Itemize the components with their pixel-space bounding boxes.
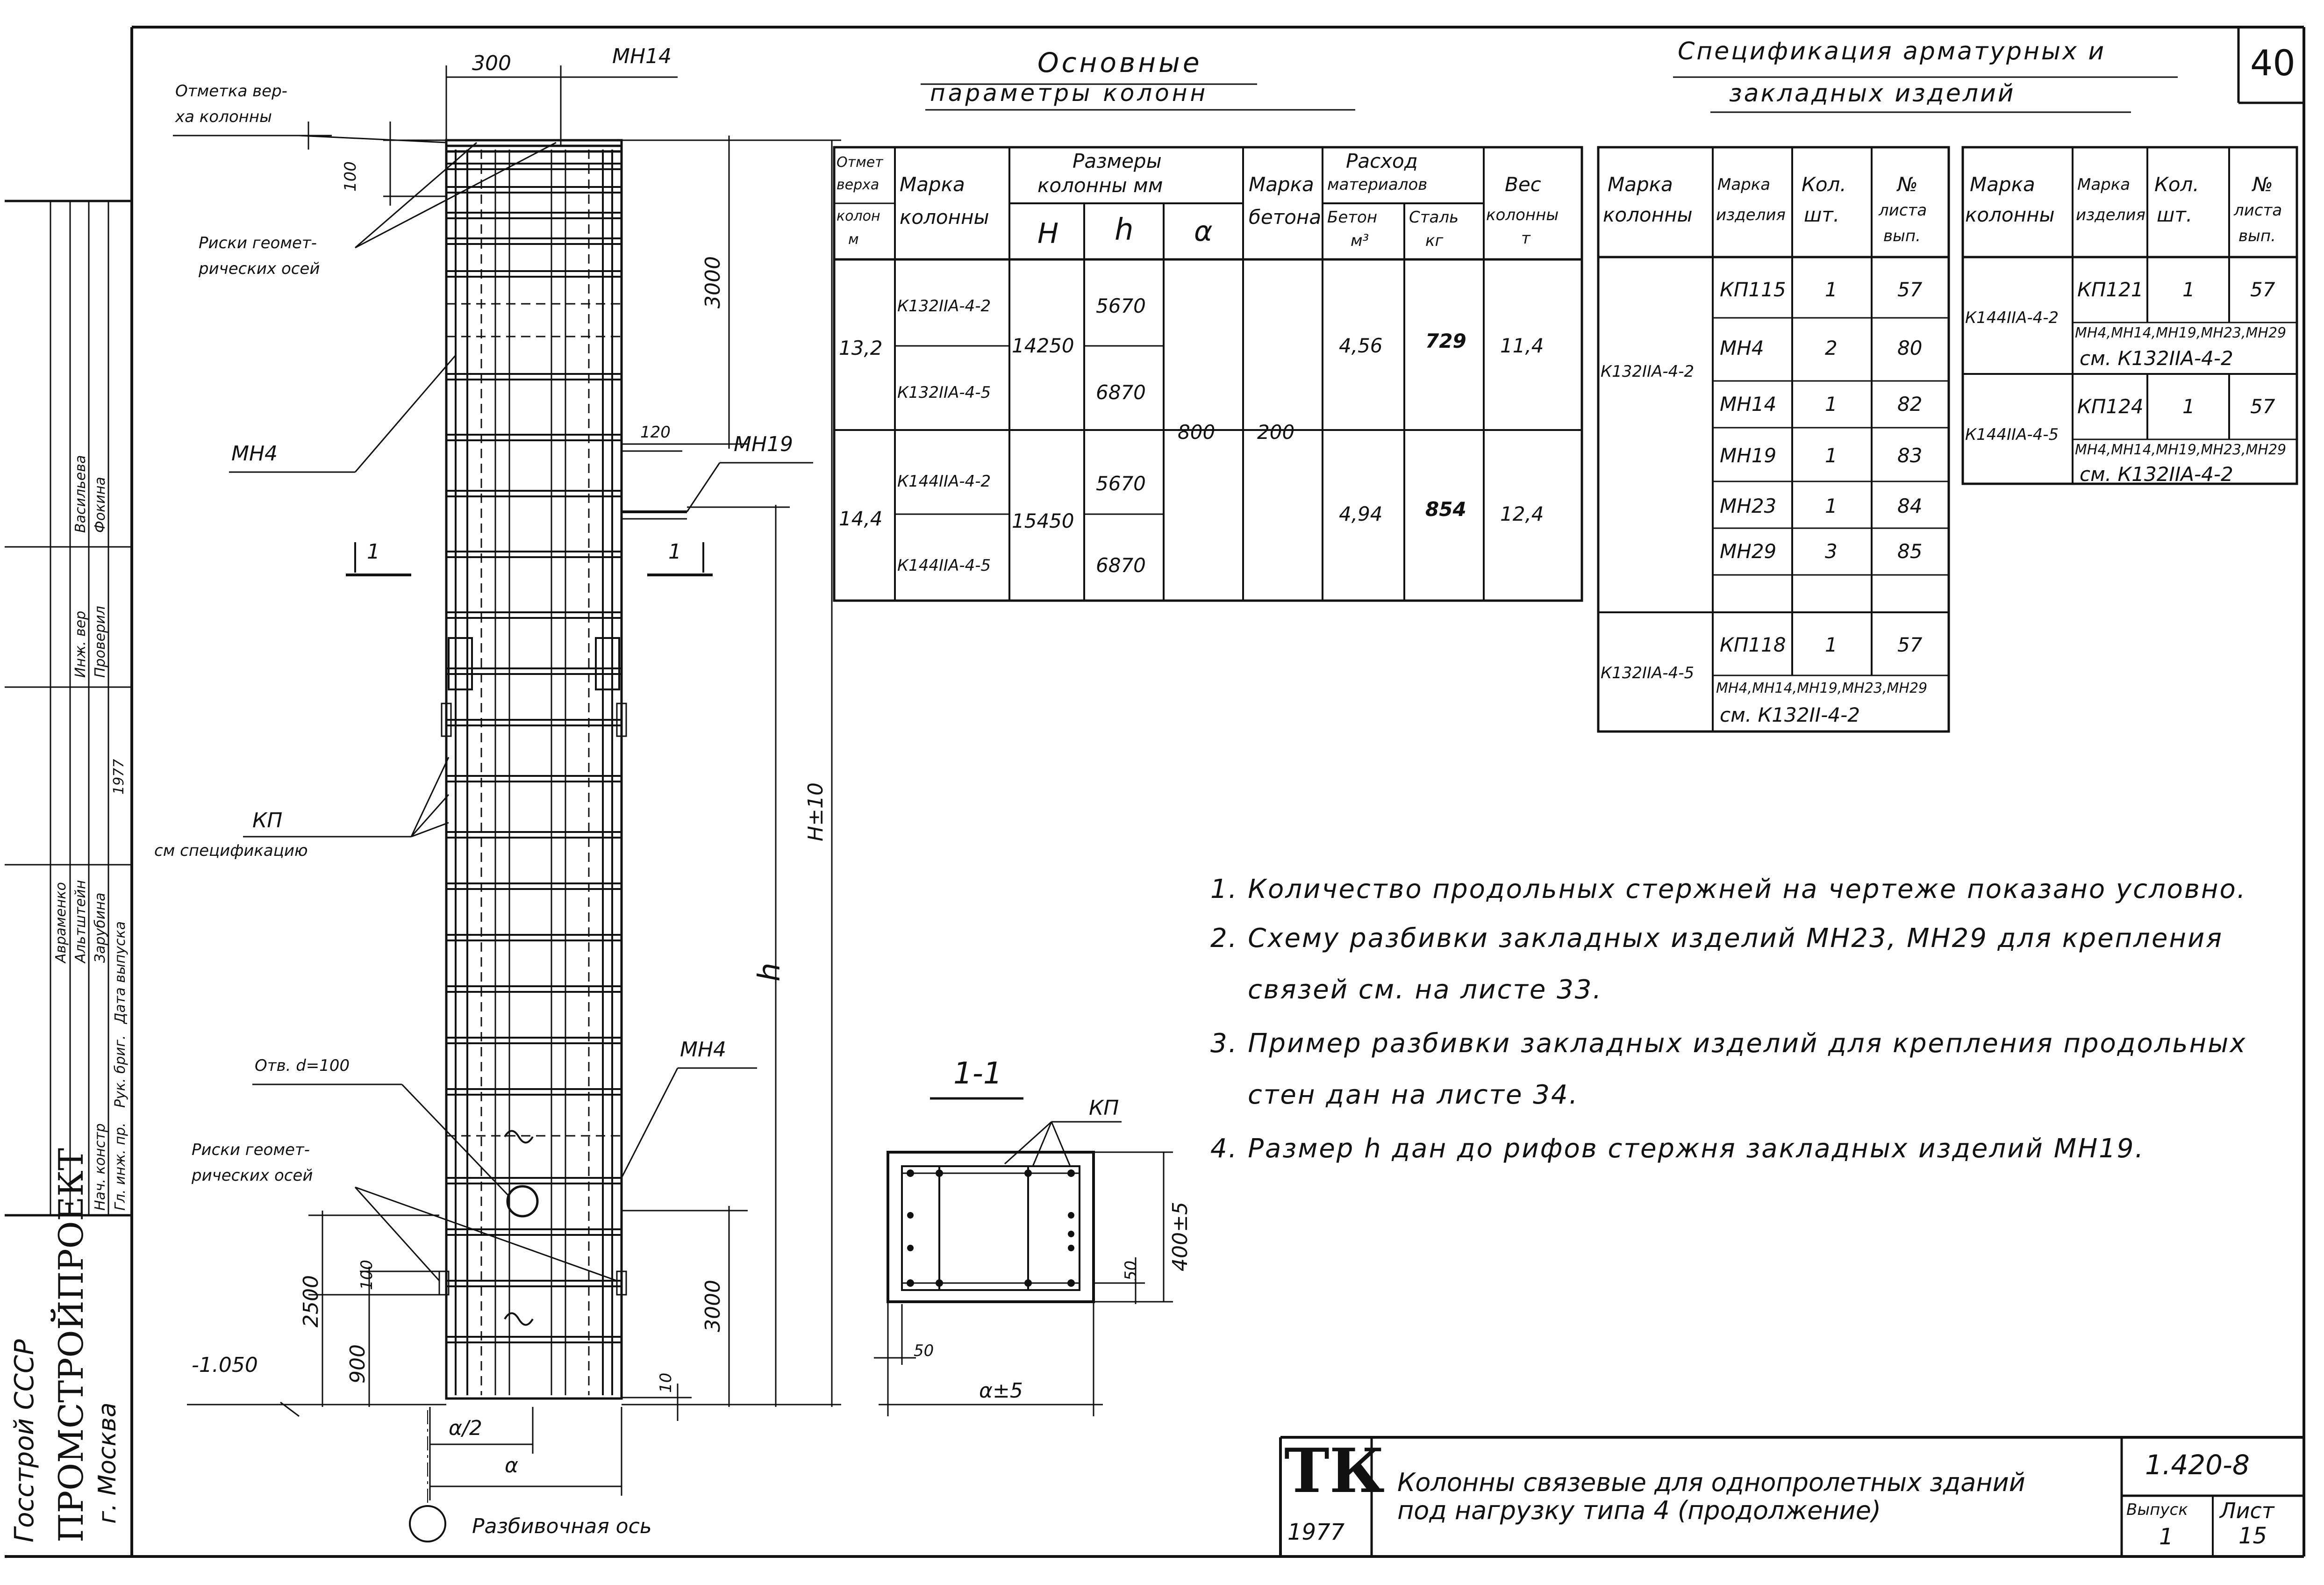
label-mn19: МН19 — [734, 432, 794, 456]
note-3: 3. Пример разбивки закладных изделий для крепления продольных — [1210, 1028, 2247, 1059]
spec-left-row-qty: 2 — [1825, 337, 1838, 359]
spec-left-row-item: МН29 — [1720, 540, 1777, 563]
org-promstroyproekt: ПРОМСТРОЙПРОЕКТ — [51, 1148, 91, 1542]
spec-left-row-item: МН4 — [1720, 337, 1764, 359]
spec-left-row-item: МН14 — [1720, 393, 1777, 416]
dim-100-bottom: 100 — [358, 1260, 376, 1290]
params-g2-level: 14,4 — [839, 507, 883, 530]
params-g2-H: 15450 — [1012, 509, 1074, 532]
section-title: 1-1 — [953, 1056, 1002, 1091]
spec-left-h-qty-2: шт. — [1804, 203, 1840, 226]
params-g1-h-a: 5670 — [1096, 294, 1146, 317]
dim-100-top: 100 — [341, 161, 360, 192]
spec-right-a-note-2: см. К132IIА-4-2 — [2080, 347, 2233, 370]
label-hole: Отв. d=100 — [255, 1056, 350, 1075]
params-h-level-4: м — [848, 231, 859, 248]
label-axes-bottom-2: рических осей — [192, 1166, 313, 1185]
section-dim-a: α±5 — [979, 1379, 1023, 1403]
spec-right-h-item-1: Марка — [2077, 175, 2131, 194]
params-h-h: h — [1115, 213, 1134, 247]
spec-right-h-sheet-3: вып. — [2238, 227, 2276, 245]
spec-right-h-col-2: колонны — [1965, 203, 2055, 226]
spec-right-a-note-1: МН4,МН14,МН19,МН23,МН29 — [2075, 325, 2287, 341]
issue-label: Выпуск — [2126, 1500, 2188, 1519]
spec-right-h-sheet-1: № — [2252, 173, 2273, 196]
spec-left-row-sheet: 82 — [1897, 393, 1923, 416]
params-h-concrete-1: Марка — [1249, 173, 1314, 196]
spec-left-row-sheet: 83 — [1897, 444, 1923, 467]
stamp-role: Гл. инж. пр. — [112, 1122, 129, 1211]
stamp-year: 1977 — [111, 759, 127, 795]
params-g2-beton: 4,94 — [1339, 502, 1383, 525]
spec-left-h-col-2: колонны — [1603, 203, 1693, 226]
dim-2500: 2500 — [299, 1275, 323, 1327]
spec-left-row-qty: 1 — [1825, 278, 1838, 301]
params-common-concrete: 200 — [1257, 421, 1295, 444]
stamp-role: Проверил — [92, 606, 108, 678]
spec-right-a-qty: 1 — [2182, 278, 2195, 301]
spec-left-row-sheet: 80 — [1897, 337, 1923, 359]
org-city: г. Москва — [93, 1402, 122, 1524]
title-logo: ТК — [1284, 1435, 1385, 1506]
stamp-name: Зарубина — [92, 892, 108, 963]
params-g1-h-b: 6870 — [1096, 381, 1146, 404]
section-dim-50-vertical: 50 — [1122, 1260, 1140, 1281]
params-g2-mark-b: К144IIА-4-5 — [897, 556, 991, 575]
spec-right-col-a: К144IIА-4-2 — [1965, 308, 2059, 327]
stamp-name: Авраменко — [53, 882, 69, 963]
spec-left-row-qty: 3 — [1825, 540, 1838, 563]
label-axis: Разбивочная ось — [472, 1514, 652, 1538]
spec-left-h-sheet-3: вып. — [1883, 227, 1921, 245]
spec-title-1: Спецификация арматурных и — [1678, 37, 2106, 65]
params-h-a: α — [1194, 215, 1213, 248]
params-g1-mark-b: К132IIА-4-5 — [897, 383, 991, 402]
spec-left-row-sheet: 84 — [1897, 495, 1923, 517]
params-h-mark-2: колонны — [900, 206, 989, 229]
params-g1-weight: 11,4 — [1500, 334, 1544, 357]
spec-right-h-item-2: изделия — [2076, 206, 2145, 224]
section-dim-50-horizontal: 50 — [914, 1341, 934, 1360]
params-h-steel-1: Сталь — [1409, 208, 1459, 227]
sheet-value: 15 — [2238, 1523, 2267, 1549]
spec-right-h-qty-1: Кол. — [2154, 173, 2199, 196]
stamp-role: Дата выпуска — [112, 921, 129, 1024]
label-axes-bottom-1: Риски геомет- — [192, 1140, 310, 1159]
spec-left-b-qty: 1 — [1825, 633, 1838, 656]
spec-left-row-qty: 1 — [1825, 393, 1838, 416]
label-axes-top-1: Риски геомет- — [199, 234, 317, 252]
params-g1-level: 13,2 — [839, 337, 883, 359]
stamp-name: Васильева — [72, 455, 89, 533]
params-h-beton-1: Бетон — [1327, 208, 1378, 227]
spec-left-row-sheet: 57 — [1897, 278, 1923, 301]
stamp-name: Фокина — [92, 477, 108, 533]
spec-left-h-sheet-1: № — [1897, 173, 1918, 196]
dim-900: 900 — [346, 1344, 370, 1384]
stamp-role: Инж. вер — [72, 610, 89, 678]
params-g1-beton: 4,56 — [1339, 334, 1383, 357]
dim-width-top: 300 — [472, 51, 511, 75]
spec-left-col-a: К132IIА-4-2 — [1601, 362, 1695, 381]
params-h-sizes-2: колонны мм — [1037, 174, 1163, 197]
params-title-2: параметры колонн — [930, 79, 1208, 107]
dim-a: α — [505, 1454, 519, 1477]
params-g1-H: 14250 — [1012, 334, 1074, 357]
label-mn4-left: МН4 — [231, 442, 278, 466]
section-mark-left: 1 — [367, 540, 380, 564]
params-g2-h-a: 5670 — [1096, 472, 1146, 495]
note-1: 1. Количество продольных стержней на чертеже показано условно. — [1210, 874, 2247, 904]
spec-left-row-qty: 1 — [1825, 495, 1838, 517]
title-year: 1977 — [1287, 1519, 1345, 1545]
spec-left-row-sheet: 85 — [1897, 540, 1923, 563]
params-g1-mark-a: К132IIА-4-2 — [897, 297, 991, 316]
spec-left-row-item: МН19 — [1720, 444, 1777, 467]
params-h-concrete-2: бетона — [1249, 206, 1322, 229]
sheet-label: Лист — [2220, 1498, 2274, 1523]
sheet-number: 40 — [2250, 42, 2295, 84]
label-axes-top-2: рических осей — [199, 259, 320, 278]
spec-right-h-col-1: Марка — [1970, 173, 2035, 196]
params-h-H: H — [1037, 217, 1059, 250]
note-2-cont: связей см. на листе 33. — [1248, 975, 1603, 1005]
params-common-a: 800 — [1178, 421, 1216, 444]
label-mn4-right: МН4 — [680, 1038, 727, 1061]
stamp-role: Рук. бриг. — [112, 1035, 129, 1108]
section-mark-right: 1 — [668, 540, 681, 564]
level-mark: -1.050 — [192, 1353, 258, 1377]
params-title-1: Основные — [1037, 47, 1202, 79]
issue-value: 1 — [2159, 1524, 2174, 1550]
note-2: 2. Схему разбивки закладных изделий МН23, МН29 для крепления — [1210, 923, 2224, 954]
params-h-level-2: верха — [837, 177, 880, 193]
spec-right-h-sheet-2: листа — [2234, 201, 2282, 220]
params-h-material-2: материалов — [1327, 175, 1428, 194]
spec-left-b-note-1: МН4,МН14,МН19,МН23,МН29 — [1716, 680, 1928, 696]
title-line-1: Колонны связевые для однопролетных зданий — [1397, 1468, 2025, 1497]
spec-left-b-sheet: 57 — [1897, 633, 1923, 656]
note-4: 4. Размер h дан до рифов стержня закладных изделий МН19. — [1210, 1133, 2145, 1164]
dim-10: 10 — [657, 1372, 675, 1393]
label-mn14: МН14 — [612, 44, 672, 68]
dim-h: h — [752, 962, 787, 982]
params-h-level-1: Отмет — [837, 154, 883, 171]
params-h-mark-1: Марка — [900, 173, 965, 196]
spec-left-row-item: КП115 — [1720, 278, 1786, 301]
spec-left-b-note-2: см. К132II-4-2 — [1720, 703, 1860, 726]
params-h-sizes-1: Размеры — [1073, 150, 1162, 172]
spec-title-2: закладных изделий — [1729, 79, 2016, 108]
label-top-mark: Отметка вер- — [175, 82, 287, 100]
spec-left-b-item: КП118 — [1720, 633, 1786, 656]
spec-right-a-sheet: 57 — [2250, 278, 2275, 301]
params-h-weight-1: Вес — [1505, 173, 1541, 196]
params-h-material-1: Расход — [1346, 150, 1418, 172]
params-g1-steel: 729 — [1425, 330, 1466, 352]
spec-right-col-b: К144IIА-4-5 — [1965, 425, 2059, 444]
spec-right-b-note-1: МН4,МН14,МН19,МН23,МН29 — [2075, 442, 2287, 458]
params-h-beton-2: м³ — [1351, 231, 1369, 250]
spec-left-h-sheet-2: листа — [1879, 201, 1927, 220]
section-label-kp: КП — [1089, 1096, 1119, 1120]
params-h-weight-3: т — [1521, 229, 1530, 248]
spec-left-row-qty: 1 — [1825, 444, 1838, 467]
label-top-mark-2: ха колонны — [175, 108, 272, 126]
spec-right-b-item: КП124 — [2077, 395, 2144, 418]
dim-3000-top: 3000 — [701, 256, 725, 308]
series-code: 1.420-8 — [2145, 1449, 2250, 1481]
dim-h-tol: H±10 — [804, 782, 828, 841]
spec-left-row-item: МН23 — [1720, 495, 1777, 517]
label-kp: КП — [252, 809, 283, 832]
dim-a-half: α/2 — [449, 1416, 482, 1440]
params-h-steel-2: кг — [1425, 231, 1444, 250]
params-g2-mark-a: К144IIА-4-2 — [897, 472, 991, 491]
note-3-cont: стен дан на листе 34. — [1248, 1080, 1579, 1110]
spec-right-h-qty-2: шт. — [2157, 203, 2193, 226]
spec-left-h-item-1: Марка — [1717, 175, 1771, 194]
params-g2-steel: 854 — [1425, 498, 1466, 521]
spec-left-h-item-2: изделия — [1716, 206, 1786, 224]
dim-120: 120 — [640, 423, 671, 442]
params-h-level-3: колон — [837, 208, 880, 224]
params-g2-weight: 12,4 — [1500, 502, 1544, 525]
title-line-2: под нагрузку типа 4 (продолжение) — [1397, 1496, 1881, 1525]
label-kp-spec: см спецификацию — [154, 841, 308, 860]
params-h-weight-2: колонны — [1486, 206, 1559, 224]
spec-right-b-note-2: см. К132IIА-4-2 — [2080, 463, 2233, 486]
section-dim-400: 400±5 — [1168, 1202, 1192, 1271]
stamp-role: Нач. констр — [92, 1123, 108, 1211]
spec-right-b-sheet: 57 — [2250, 395, 2275, 418]
spec-left-col-b: К132IIА-4-5 — [1601, 664, 1695, 682]
params-g2-h-b: 6870 — [1096, 554, 1146, 577]
stamp-name: Альтштейн — [72, 880, 89, 963]
org-gosstroy: Госстрой СССР — [9, 1339, 40, 1542]
spec-left-h-col-1: Марка — [1608, 173, 1673, 196]
dim-3000-bottom: 3000 — [701, 1280, 725, 1332]
spec-right-a-item: КП121 — [2077, 278, 2144, 301]
spec-right-b-qty: 1 — [2182, 395, 2195, 418]
spec-left-h-qty-1: Кол. — [1802, 173, 1846, 196]
